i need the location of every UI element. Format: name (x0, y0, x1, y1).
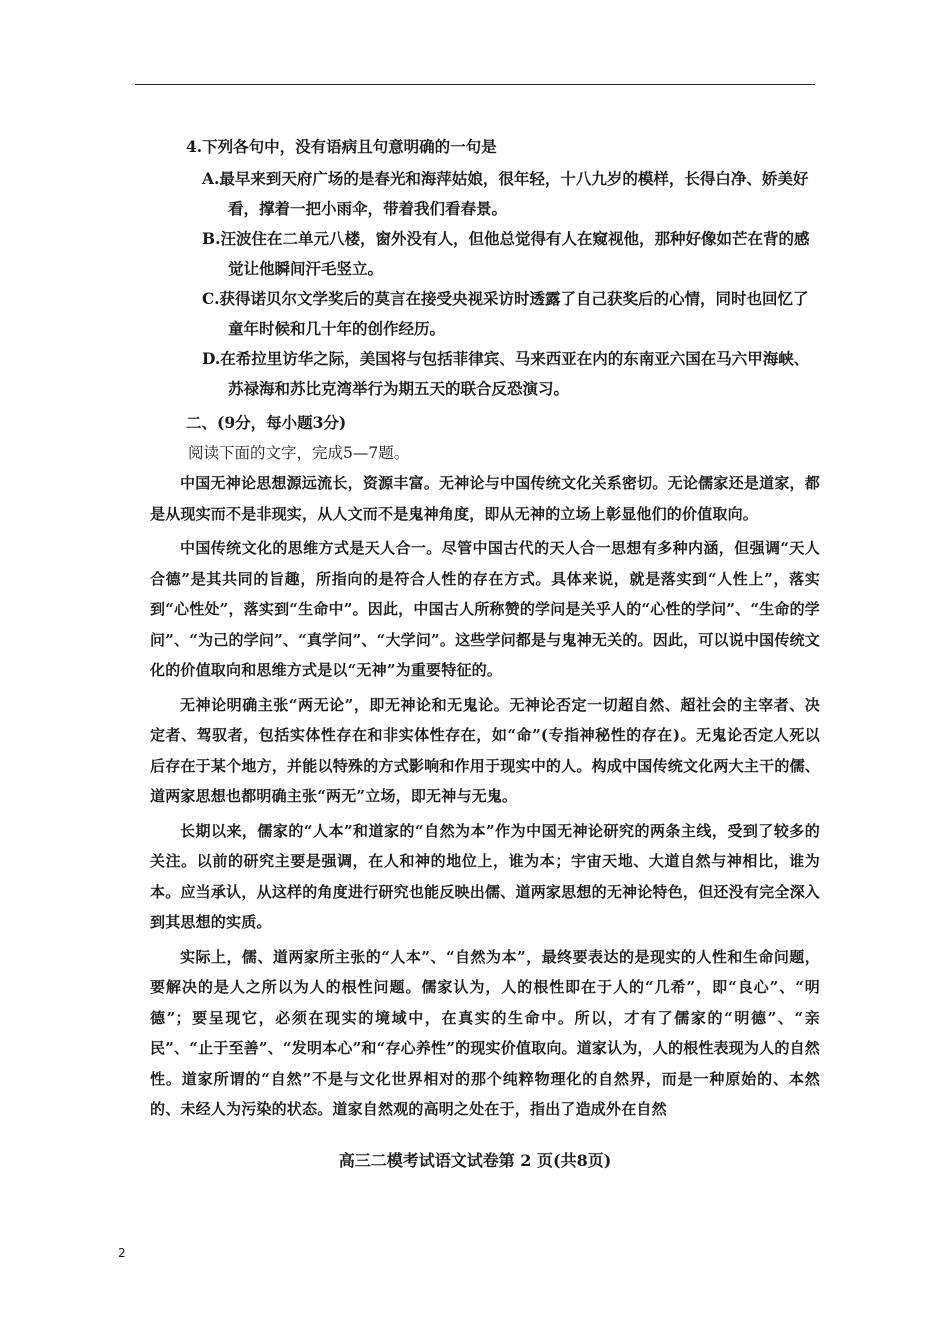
passage-paragraph: 中国传统文化的思维方式是天人合一。尽管中国古代的天人合一思想有多种内涵，但强调“天人合德”是其共同的旨趣，所指向的是符合人性的存在方式。具体来说，就是落实到“人性上”，落实到“心性处”，落实到“生命中”。因此，中国古人所称赞的学问是关乎人的“心性的学问”、“生命的学问”、“为己的学问”、“真学问”、“大学问”。这些学问都是与鬼神无关的。因此，可以说中国传统文化的价值取向和思维方式是以“无神”为重要特征的。 (150, 539, 820, 679)
section-2-title: 二、(9分，每小题3分) (186, 413, 347, 432)
passage-paragraph: 无神论明确主张“两无论”，即无神论和无鬼论。无神论否定一切超自然、超社会的主宰者、决定者、驾驭者，包括实体性存在和非实体性存在，如“命”(专指神秘性的存在)。无鬼论否定人死以后存在于某个地方，并能以特殊的方式影响和作用于现实中的人。构成中国传统文化两大主干的儒、道两家思想也都明确主张“两无”立场，即无神与无鬼。 (150, 695, 820, 805)
question-4-option-d: D.在希拉里访华之际，美国将与包括菲律宾、马来西亚在内的东南亚六国在马六甲海峡、苏禄海和苏比克湾举行为期五天的联合反恐演习。 (202, 349, 810, 398)
reading-instruction: 阅读下面的文字，完成5—7题。 (188, 444, 410, 462)
header-rule (135, 84, 815, 85)
question-4-title: 4.下列各句中，没有语病且句意明确的一句是 (186, 137, 497, 156)
question-4-option-a: A.最早来到天府广场的是春光和海萍姑娘，很年轻，十八九岁的模样，长得白净、娇美好看，撑着一把小雨伞，带着我们看春景。 (202, 169, 809, 218)
passage-paragraph: 中国无神论思想源远流长，资源丰富。无神论与中国传统文化关系密切。无论儒家还是道家，都是从现实而不是非现实，从人文而不是鬼神角度，即从无神的立场上彰显他们的价值取向。 (150, 474, 820, 523)
question-4-option-c: C.获得诺贝尔文学奖后的莫言在接受央视采访时透露了自己获奖后的心情，同时也回忆了童年时候和几十年的创作经历。 (202, 289, 809, 338)
page-footer: 高三二模考试语文试卷第 2 页(共8页) (338, 1151, 612, 1170)
passage-paragraph: 长期以来，儒家的“人本”和道家的“自然为本”作为中国无神论研究的两条主线，受到了较多的关注。以前的研究主要是强调，在人和神的地位上，谁为本；宇宙天地、大道自然与神相比，谁为本。应当承认，从这样的角度进行研究也能反映出儒、道两家思想的无神论特色，但还没有完全深入到其思想的实质。 (150, 821, 820, 931)
page-number: 2 (118, 1246, 126, 1260)
passage-paragraph: 实际上，儒、道两家所主张的“人本”、“自然为本”，最终要表达的是现实的人性和生命问题，要解决的是人之所以为人的根性问题。儒家认为，人的根性即在于人的“几希”，即“良心”、“明德”；要呈现它，必须在现实的境域中，在真实的生命中。所以，才有了儒家的“明德”、“亲民”、“止于至善”、“发明本心”和“存心养性”的现实价值取向。道家认为，人的根性表现为人的自然性。道家所谓的“自然”不是与文化世界相对的那个纯粹物理化的自然界，而是一种原始的、本然的、未经人为污染的状态。道家自然观的高明之处在于，指出了造成外在自然 (150, 947, 820, 1118)
exam-page-content (150, 128, 820, 1125)
question-4-option-b: B.汪波住在二单元八楼，窗外没有人，但他总觉得有人在窥视他，那种好像如芒在背的感觉让他瞬间汗毛竖立。 (202, 229, 810, 278)
